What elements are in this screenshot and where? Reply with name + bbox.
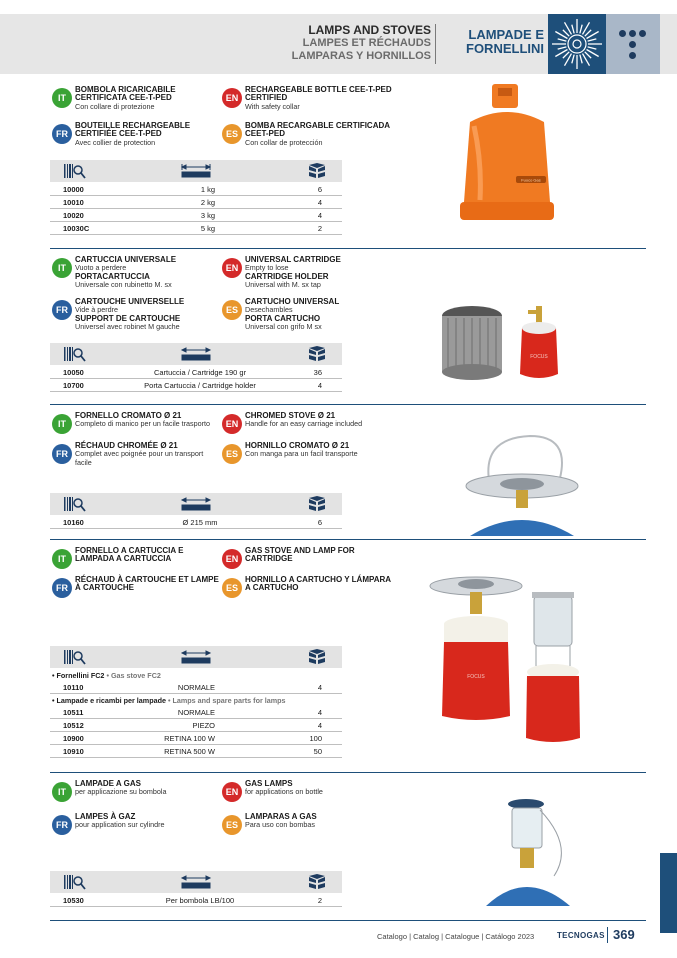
fr-badge: FR: [52, 578, 72, 598]
measure-icon: [180, 874, 212, 890]
section4-fr: [52, 576, 222, 598]
it-badge: IT: [52, 258, 72, 278]
section3-fr-title: RÉCHAUD CHROMÉE Ø 21: [75, 441, 178, 450]
barcode-search-icon: [64, 346, 86, 362]
section2-fr-title: CARTOUCHE UNIVERSELLE: [75, 297, 185, 306]
header-title-en: LAMPS AND STOVES: [308, 23, 431, 37]
table-row: 10530 Per bombola LB/100 2: [50, 895, 342, 907]
fr-badge: FR: [52, 300, 72, 320]
section1-es-title: BOMBA RECARGABLE CERTIFICADA CEET-PED: [245, 121, 390, 139]
section3-es-title: HORNILLO CROMATO Ø 21: [245, 441, 350, 450]
section2-en: EN UNIVERSAL CARTRIDGE Empty to lose CARTRIDGE HOLDER Universal with M. sx tap: [222, 256, 392, 290]
en-badge: EN: [222, 414, 242, 434]
section5-fr-title: LAMPES À GAZ: [75, 812, 136, 821]
footer-catalog: Catalogo | Catalog | Catalogue | Catálogo 2023: [377, 932, 535, 941]
cartridge-image: [438, 300, 578, 390]
section3-es: ES HORNILLO CROMATO Ø 21 Con manga para un facil transporte: [222, 442, 392, 464]
dots-icon: [606, 14, 660, 74]
measure-icon: [180, 346, 212, 362]
section2-it: IT CARTUCCIA UNIVERSALE Vuoto a perdere PORTACARTUCCIA Universale con rubinetto M. sx: [52, 256, 222, 290]
en-badge: EN: [222, 258, 242, 278]
page-number: 369: [613, 927, 635, 942]
footer-brand: TECNOGAS: [557, 931, 605, 940]
section1-en: [222, 86, 392, 111]
boxes-icon: [307, 874, 327, 890]
table-row: 10512 PIEZO 4: [50, 720, 342, 732]
it-badge: IT: [52, 549, 72, 569]
it-badge: IT: [52, 88, 72, 108]
fr-badge: FR: [52, 444, 72, 464]
section-divider: [50, 539, 646, 540]
table-row: 10030C 5 kg 2: [50, 223, 342, 235]
header-title-fr: LAMPES ET RÉCHAUDS: [302, 37, 431, 49]
es-badge: ES: [222, 578, 242, 598]
section4-fr-title: RÉCHAUD À CARTOUCHE ET LAMPE À CARTOUCHE: [75, 575, 219, 593]
section4-en-title: GAS STOVE AND LAMP FOR CARTRIDGE: [245, 546, 355, 564]
section2-it-title: CARTUCCIA UNIVERSALE: [75, 255, 177, 264]
stove-and-lamp-image: [426, 566, 591, 746]
chapter-tab: [660, 853, 677, 933]
es-badge: ES: [222, 124, 242, 144]
chromed-stove-image: [460, 428, 580, 536]
barcode-search-icon: [64, 874, 86, 890]
section4-it-title: FORNELLO A CARTUCCIA E LAMPADA A CARTUCCIA: [75, 546, 184, 564]
es-badge: ES: [222, 444, 242, 464]
boxes-icon: [307, 346, 327, 362]
table-row: 10511 NORMALE 4: [50, 707, 342, 719]
section-divider: [50, 248, 646, 249]
flame-burst-icon: [548, 14, 606, 74]
footer-separator: [607, 927, 608, 943]
table-header: [50, 343, 342, 365]
it-badge: IT: [52, 782, 72, 802]
table-row: 10000 1 kg 6: [50, 184, 342, 196]
en-badge: EN: [222, 549, 242, 569]
table-row: 10020 3 kg 4: [50, 210, 342, 222]
section1-en-desc: With safety collar: [245, 101, 300, 111]
section2-es-title: CARTUCHO UNIVERSAL: [245, 297, 340, 306]
barcode-search-icon: [64, 649, 86, 665]
fr-badge: FR: [52, 815, 72, 835]
section3-en: EN CHROMED STOVE Ø 21 Handle for an easy carriage included: [222, 412, 392, 434]
section1-es-desc: Con collar de protección: [245, 137, 323, 147]
stove-brand-label: FOCUS: [467, 674, 485, 680]
gas-lamp-image: [484, 796, 574, 906]
section5-es: ES LAMPARAS A GAS Para uso con bombas: [222, 813, 392, 835]
section3-fr: FR RÉCHAUD CHROMÉE Ø 21 Complet avec poignée pour un transport facile: [52, 442, 222, 467]
header-titles: [292, 24, 431, 63]
category-logo: [548, 14, 606, 74]
table-row: 10160 Ø 215 mm 6: [50, 517, 342, 529]
boxes-icon: [307, 496, 327, 512]
footer-divider: [50, 920, 646, 921]
section1-fr-desc: Avec collier de protection: [75, 137, 156, 147]
section2-es: ES CARTUCHO UNIVERSAL Desechambles PORTA CARTUCHO Universal con grifo M sx: [222, 298, 392, 332]
category-title-line1: LAMPADE E: [468, 27, 544, 42]
it-badge: IT: [52, 414, 72, 434]
section2-fr: FR CARTOUCHE UNIVERSELLE Vide à perdre SUPPORT DE CARTOUCHE Universel avec robinet M gauche: [52, 298, 222, 332]
en-badge: EN: [222, 88, 242, 108]
section3-en-title: CHROMED STOVE Ø 21: [245, 411, 336, 420]
barcode-search-icon: [64, 496, 86, 512]
category-title-line2: FORNELLINI: [466, 41, 544, 56]
section1-es: [222, 122, 392, 147]
group-label: • Fornellini FC2 • Gas stove FC2: [52, 671, 161, 680]
section4-en: [222, 547, 392, 569]
section4-it: [52, 547, 222, 569]
section-divider: [50, 404, 646, 405]
header-title-es: LAMPARAS Y HORNILLOS: [291, 50, 431, 62]
measure-icon: [180, 163, 212, 179]
section1-fr-title: BOUTEILLE RECHARGEABLE CERTIFIÉE CEE-T-PED: [75, 121, 191, 139]
section1-en-title: RECHARGEABLE BOTTLE CEE-T-PED CERTIFIED: [245, 85, 392, 103]
section5-it-title: LAMPADE A GAS: [75, 779, 141, 788]
section5-en-title: GAS LAMPS: [245, 779, 293, 788]
boxes-icon: [307, 163, 327, 179]
category-title: [448, 28, 544, 56]
gas-bottle-image: [452, 82, 562, 232]
table-row: 10110 NORMALE 4: [50, 682, 342, 694]
es-badge: ES: [222, 815, 242, 835]
header-divider: [435, 24, 436, 64]
measure-icon: [180, 649, 212, 665]
table-row: 10010 2 kg 4: [50, 197, 342, 209]
section1-it: [52, 86, 222, 111]
section1-fr: [52, 122, 222, 147]
section5-en: EN GAS LAMPS for applications on bottle: [222, 780, 392, 802]
section1-it-title: BOMBOLA RICARICABILE CERTIFICATA CEE-T-PED: [75, 85, 176, 103]
table-row: 10900 RETINA 100 W 100: [50, 733, 342, 745]
table-header: [50, 160, 342, 182]
es-badge: ES: [222, 300, 242, 320]
section5-es-title: LAMPARAS A GAS: [245, 812, 317, 821]
section3-it: IT FORNELLO CROMATO Ø 21 Completo di manico per un facile trasporto: [52, 412, 222, 434]
boxes-icon: [307, 649, 327, 665]
section5-fr: FR LAMPES À GAZ pour application sur cylindre: [52, 813, 222, 835]
table-row: 10050 Cartuccia / Cartridge 190 gr 36: [50, 367, 342, 379]
section-divider: [50, 772, 646, 773]
fr-badge: FR: [52, 124, 72, 144]
table-header: [50, 493, 342, 515]
section5-it: IT LAMPADE A GAS per applicazione su bombola: [52, 780, 222, 802]
section3-it-title: FORNELLO CROMATO Ø 21: [75, 411, 182, 420]
table-header: [50, 646, 342, 668]
section1-it-desc: Con collare di protezione: [75, 101, 155, 111]
section4-es: [222, 576, 402, 598]
table-row: 10910 RETINA 500 W 50: [50, 746, 342, 758]
cartridge-brand-label: FOCUS: [530, 354, 548, 360]
barcode-search-icon: [64, 163, 86, 179]
measure-icon: [180, 496, 212, 512]
section4-es-title: HORNILLO A CARTUCHO Y LÁMPARA A CARTUCHO: [245, 575, 391, 593]
table-header: [50, 871, 342, 893]
table-row: 10700 Porta Cartuccia / Cartridge holder 4: [50, 380, 342, 392]
group-label: • Lampade e ricambi per lampade • Lamps and spare parts for lamps: [52, 696, 286, 705]
section2-en-title: UNIVERSAL CARTRIDGE: [245, 255, 341, 264]
bottle-brand-label: Fuoco Gas: [521, 177, 541, 183]
en-badge: EN: [222, 782, 242, 802]
